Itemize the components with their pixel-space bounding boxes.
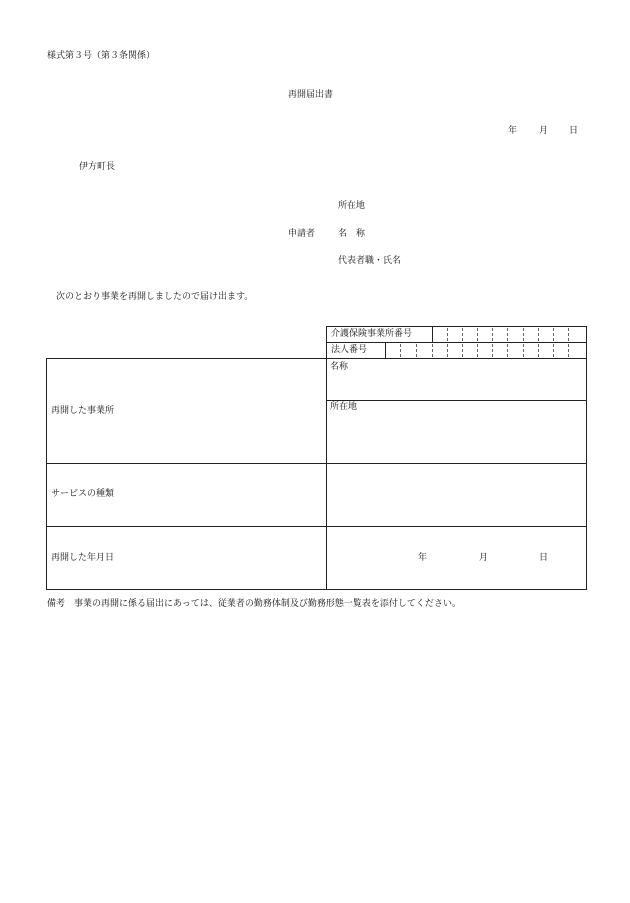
row-divider: [47, 463, 586, 464]
digit-divider: [568, 328, 569, 341]
office-name-label: 名称: [330, 362, 349, 372]
digit-divider: [507, 344, 508, 357]
row-divider: [47, 526, 586, 527]
reopen-date-label: 再開した年月日: [51, 553, 115, 563]
service-type-label: サービスの種類: [51, 489, 115, 499]
intro-sentence: 次のとおり事業を再開しましたので届け出ます。: [56, 292, 254, 302]
main-form-table: [46, 358, 587, 590]
digit-divider: [507, 328, 508, 341]
date-day-label: 日: [569, 126, 579, 136]
kaigo-number-box: [326, 326, 587, 343]
digit-divider: [462, 344, 463, 357]
applicant-name-label: 名 称: [338, 229, 366, 239]
office-location-label: 所在地: [330, 402, 358, 412]
remark-note: 備考 事業の再開に係る届出にあっては、従業者の勤務体制及び勤務形態一覧表を添付してください。: [47, 599, 461, 609]
representative-label: 代表者職・氏名: [338, 256, 402, 266]
document-title: 再開届出書: [288, 90, 334, 100]
digit-divider: [492, 344, 493, 357]
reopen-date-year: 年: [418, 553, 428, 563]
digit-divider: [432, 344, 433, 357]
kaigo-number-separator: [432, 327, 433, 342]
digit-divider: [477, 344, 478, 357]
digit-divider: [523, 328, 524, 341]
office-label: 再開した事業所: [51, 406, 115, 416]
digit-divider: [538, 328, 539, 341]
applicant-location-label: 所在地: [338, 201, 366, 211]
kaigo-number-label: 介護保険事業所番号: [331, 329, 413, 339]
digit-divider: [400, 344, 401, 357]
houjin-number-box: [326, 342, 587, 359]
digit-divider: [477, 328, 478, 341]
digit-divider: [553, 328, 554, 341]
digit-divider: [416, 344, 417, 357]
digit-divider: [462, 328, 463, 341]
addressee: 伊方町長: [79, 162, 116, 172]
column-divider: [326, 359, 327, 589]
digit-divider: [538, 344, 539, 357]
digit-divider: [492, 328, 493, 341]
applicant-label: 申請者: [288, 229, 316, 239]
date-year-label: 年: [508, 126, 518, 136]
digit-divider: [553, 344, 554, 357]
reopen-date-day: 日: [539, 553, 549, 563]
digit-divider: [447, 328, 448, 341]
houjin-number-separator: [385, 343, 386, 358]
digit-divider: [523, 344, 524, 357]
office-subrow-divider: [326, 400, 586, 401]
date-month-label: 月: [539, 126, 549, 136]
reopen-date-month: 月: [479, 553, 489, 563]
form-reference: 様式第３号（第３条関係）: [47, 51, 156, 61]
digit-divider: [568, 344, 569, 357]
houjin-number-label: 法人番号: [331, 345, 368, 355]
digit-divider: [447, 344, 448, 357]
